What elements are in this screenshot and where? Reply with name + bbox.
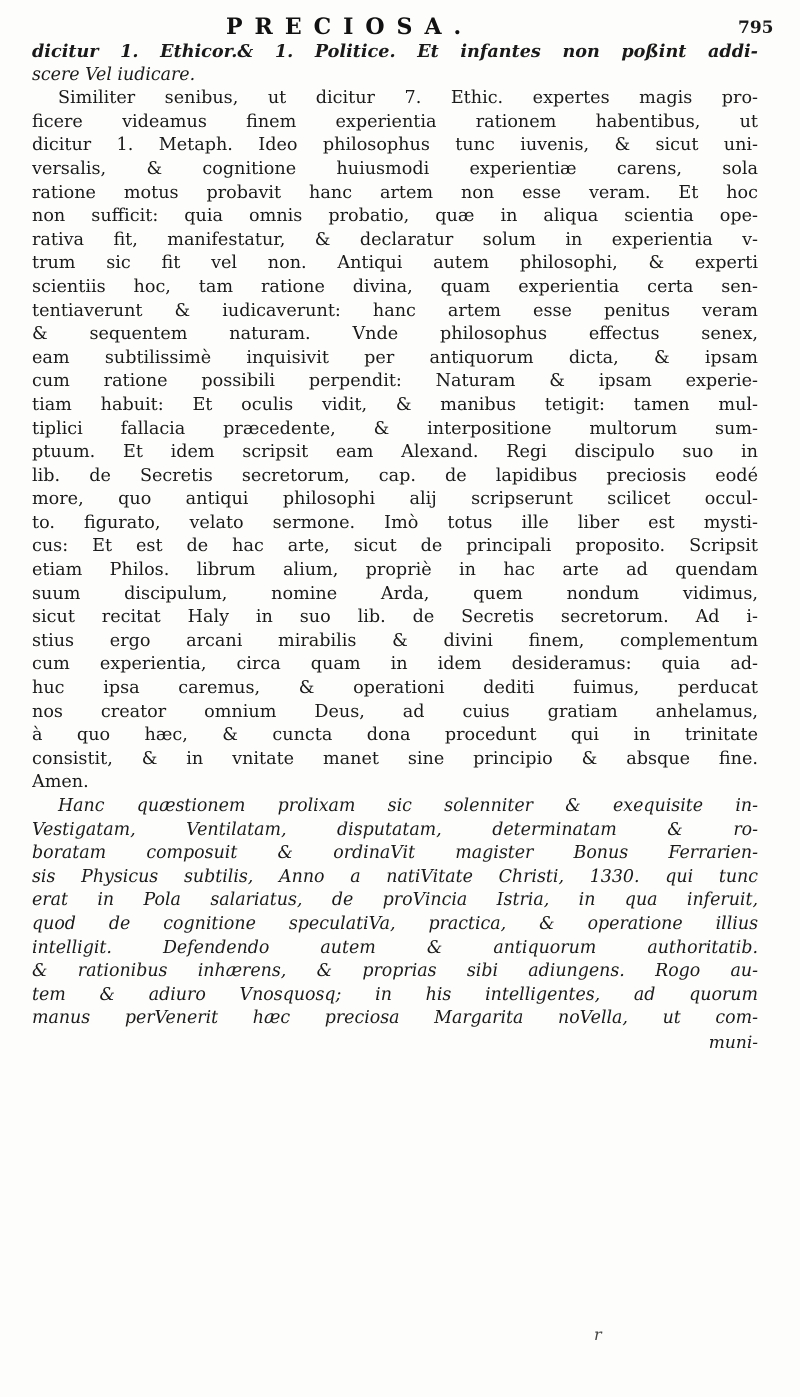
text-line: consistit, & in vnitate manet sine principio & absque fine. <box>32 748 758 769</box>
text-line: scientiis hoc, tam ratione divina, quam experientia certa sen- <box>32 276 758 297</box>
text-line: boratam composuit & ordinaVit magister Bonus Ferrarien- <box>32 843 758 864</box>
text-line: sis Physicus subtilis, Anno a natiVitate Christi, 1330. qui tunc <box>32 866 758 887</box>
text-line: sicut recitat Haly in suo lib. de Secretis secretorum. Ad i- <box>32 607 758 628</box>
text-line: scere Vel iudicare. <box>32 64 196 85</box>
body-text <box>32 40 758 1031</box>
text-line: Vestigatam, Ventilatam, disputatam, determinatam & ro- <box>32 819 758 840</box>
text-line: Amen. <box>32 772 89 793</box>
text-line: dicitur 1. Metaph. Ideo philosophus tunc iuvenis, & sicut uni- <box>32 135 758 156</box>
text-line: ficere videamus finem experientia rationem habentibus, ut <box>32 111 758 132</box>
text-line: lib. de Secretis secretorum, cap. de lapidibus preciosis eodé <box>32 465 758 486</box>
text-line: à quo hæc, & cuncta dona procedunt qui in trinitate <box>32 725 758 746</box>
text-line: tiplici fallacia præcedente, & interpositione multorum sum- <box>32 418 758 439</box>
text-line: cus: Et est de hac arte, sicut de principali proposito. Scripsit <box>32 536 758 557</box>
text-line: cum ratione possibili perpendit: Naturam & ipsam experie- <box>32 371 758 392</box>
text-line: suum discipulum, nomine Arda, quem nondum vidimus, <box>32 583 758 604</box>
text-line: intelligit. Defendendo autem & antiquorum authoritatib. <box>32 937 758 958</box>
text-line: rativa fit, manifestatur, & declaratur solum in experientia v- <box>32 229 758 250</box>
text-line: tem & adiuro Vnosquosq; in his intelligentes, ad quorum <box>32 984 758 1005</box>
catchword: muni- <box>708 1033 758 1053</box>
footer-mark: r <box>594 1325 602 1344</box>
text-line: cum experientia, circa quam in idem desideramus: quia ad- <box>32 654 758 675</box>
text-line: to. figurato, velato sermone. Imò totus ille liber est mysti- <box>32 512 758 533</box>
text-line: etiam Philos. librum alium, propriè in hac arte ad quendam <box>32 560 758 581</box>
text-line: Hanc quæstionem prolixam sic solenniter & exequisite in- <box>58 796 758 816</box>
text-line: & rationibus inhærens, & proprias sibi adiungens. Rogo au- <box>32 961 758 982</box>
text-line: stius ergo arcani mirabilis & divini finem, complementum <box>32 630 758 651</box>
text-line: tentiaverunt & iudicaverunt: hanc artem esse penitus veram <box>32 300 758 321</box>
text-line: huc ipsa caremus, & operationi dediti fuimus, perducat <box>32 678 758 699</box>
text-line: Similiter senibus, ut dicitur 7. Ethic. expertes magis pro- <box>58 88 758 109</box>
text-line: non sufficit: quia omnis probatio, quæ in aliqua scientia ope- <box>32 206 758 227</box>
text-line: erat in Pola salariatus, de proVincia Istria, in qua inferuit, <box>32 890 758 911</box>
text-line: nos creator omnium Deus, ad cuius gratiam anhelamus, <box>32 701 758 722</box>
text-line: quod de cognitione speculatiVa, practica, & operatione illius <box>32 913 758 934</box>
text-line: ptuum. Et idem scripsit eam Alexand. Regi discipulo suo in <box>32 442 758 463</box>
page-number: 795 <box>738 18 774 38</box>
text-line: versalis, & cognitione huiusmodi experientiæ carens, sola <box>32 158 758 179</box>
text-line: more, quo antiqui philosophi alij scripserunt scilicet occul- <box>32 489 758 510</box>
text-line: tiam habuit: Et oculis vidit, & manibus tetigit: tamen mul- <box>32 394 758 415</box>
text-line: manus perVenerit hæc preciosa Margarita noVella, ut com- <box>32 1008 758 1029</box>
text-line: eam subtilissimè inquisivit per antiquorum dicta, & ipsam <box>32 347 758 368</box>
text-line: dicitur 1. Ethicor.& 1. Politice. Et infantes non poßint addi- <box>32 41 758 62</box>
text-line: ratione motus probavit hanc artem non esse veram. Et hoc <box>32 182 758 203</box>
text-line: & sequentem naturam. Vnde philosophus effectus senex, <box>32 324 758 345</box>
text-line: trum sic fit vel non. Antiqui autem philosophi, & experti <box>32 253 758 274</box>
running-title: PRECIOSA. <box>226 14 474 40</box>
